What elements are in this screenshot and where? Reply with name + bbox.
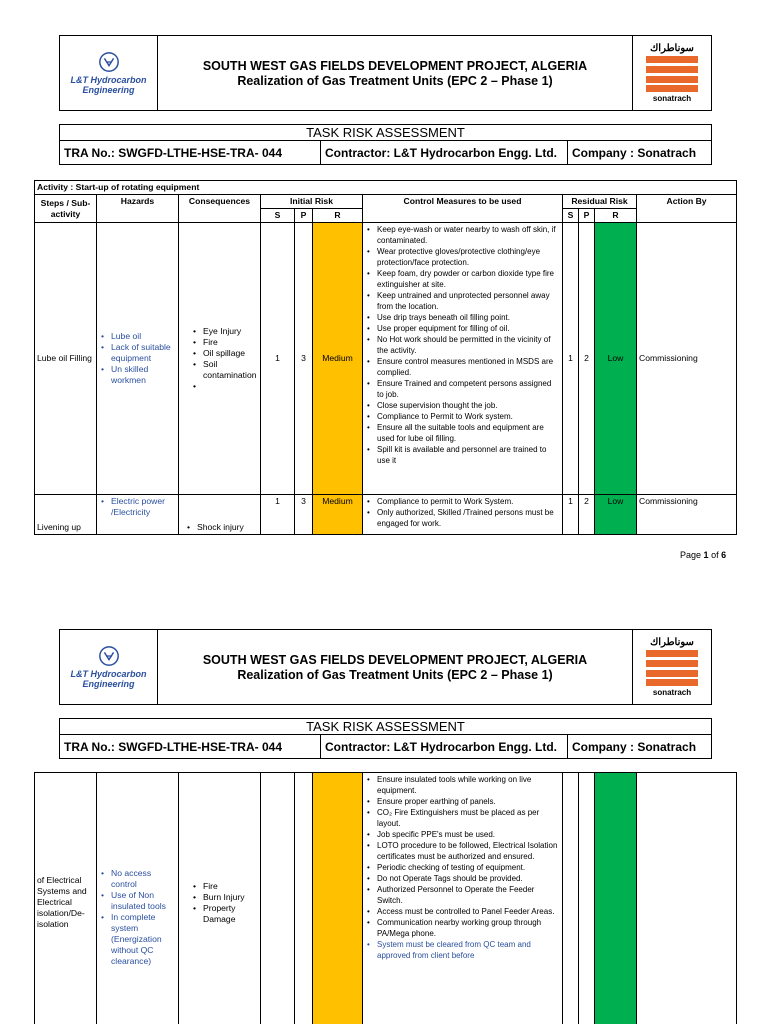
sonatrach-label: sonatrach [652,688,692,697]
residual-s [563,773,579,1024]
hazards-cell [97,495,179,535]
control-measure-item: • Compliance to permit to Work System. [365,496,560,507]
control-measure-item: • Keep untrained and unprotected personnel away from the location. [365,290,560,312]
header-p: P [295,209,313,223]
control-measure-item: • System must be cleared from QC team and approved from client before [365,939,560,961]
header-residual-risk: Residual Risk [563,195,637,209]
risk-table-continued [34,772,737,1024]
lt-logo-text: L&T Hydrocarbon Engineering [70,75,147,95]
list-item: • Fire [191,881,258,892]
company: Company : Sonatrach [572,739,697,754]
initial-p: 3 [295,223,313,495]
project-subtitle: Realization of Gas Treatment Units (EPC 2 – Phase 1) [237,667,553,682]
consequences-cell [179,773,261,1024]
sonatrach-label: sonatrach [652,94,692,103]
list-item: • In complete system (Energization without QC clearance) [99,912,176,967]
page-label: Page [680,550,702,560]
residual-p: 2 [579,495,595,535]
consequences-cell [179,495,261,535]
initial-p: 3 [295,495,313,535]
control-measure-item: • Ensure insulated tools while working on live equipment. [365,774,560,796]
controls-cell [363,223,563,495]
sonatrach-arabic: سوناطراك [650,637,694,648]
header-control-measures: Control Measures to be used [363,195,563,223]
action-by-cell: Commissioning [637,223,737,495]
header-initial-risk: Initial Risk [261,195,363,209]
control-measure-item: • Use proper equipment for filling of oil. [365,323,560,334]
contractor: Contractor: L&T Hydrocarbon Engg. Ltd. [321,141,568,164]
controls-cell [363,773,563,1024]
control-measure-item: • Access must be controlled to Panel Feeder Areas. [365,906,560,917]
control-measure-item: • Use drip trays beneath oil filling point. [365,312,560,323]
table-row [35,773,737,1024]
control-measure-item: • Authorized Personnel to Operate the Feeder Switch. [365,884,560,906]
header-r: R [595,209,637,223]
control-measure-item: • Keep foam, dry powder or carbon dioxide type fire extinguisher at site. [365,268,560,290]
step-cell: Lube oil Filling [35,223,97,495]
page-of: of [711,550,719,560]
action-by-cell [637,773,737,1024]
tra-info-row [59,735,712,759]
control-measure-item: • Wear protective gloves/protective clothing/eye protection/face protection. [365,246,560,268]
header-steps: Steps / Sub-activity [35,195,97,223]
control-measure-item: • Ensure control measures mentioned in MSDS are complied. [365,356,560,378]
page-current: 1 [703,550,709,560]
list-item: • Electric power /Electricity [99,496,176,518]
control-measure-item: • Periodic checking of testing of equipment. [365,862,560,873]
contractor: Contractor: L&T Hydrocarbon Engg. Ltd. [321,735,568,758]
residual-r-low: Low [595,495,637,535]
control-measure-item: • Do not Operate Tags should be provided. [365,873,560,884]
list-item: • No access control [99,868,176,890]
list-item: • Eye Injury [191,326,258,337]
control-measure-item: • Keep eye-wash or water nearby to wash off skin, if contaminated. [365,224,560,246]
list-item: • Property Damage [191,903,258,925]
initial-s [261,773,295,1024]
initial-r-medium: Medium [313,223,363,495]
header-consequences: Consequences [179,195,261,223]
header-s: S [261,209,295,223]
residual-s: 1 [563,223,579,495]
control-measure-item: • Spill kit is available and personnel are trained to use it [365,444,560,466]
controls-cell [363,495,563,535]
project-title-block [158,36,632,110]
control-measure-item: • Only authorized, Skilled /Trained persons must be engaged for work. [365,507,560,529]
list-item [191,381,258,392]
list-item: • Burn Injury [191,892,258,903]
sonatrach-bars-icon [646,56,698,92]
control-measure-item: • LOTO procedure to be followed, Electrical Isolation certificates must be authorized and ensured. [365,840,560,862]
project-title: SOUTH WEST GAS FIELDS DEVELOPMENT PROJECT, ALGERIA [202,58,588,73]
control-measure-item: • Close supervision thought the job. [365,400,560,411]
tra-number: TRA No.: SWGFD-LTHE-HSE-TRA- 044 [60,735,321,758]
page1-header [59,35,712,111]
project-title: SOUTH WEST GAS FIELDS DEVELOPMENT PROJECT, ALGERIA [202,652,588,667]
lt-logo-icon [98,51,120,73]
tra-number: TRA No.: SWGFD-LTHE-HSE-TRA- 044 [60,141,321,164]
header-action-by: Action By [637,195,737,223]
activity-label: Activity : Start-up of rotating equipment [35,181,737,195]
header-hazards: Hazards [97,195,179,223]
table-row [35,223,737,495]
list-item: • Lube oil [99,331,176,342]
initial-s: 1 [261,223,295,495]
residual-p [579,773,595,1024]
initial-r-medium: Medium [313,495,363,535]
initial-r-medium [313,773,363,1024]
residual-r-low: Low [595,223,637,495]
control-measure-item: • Ensure proper earthing of panels. [365,796,560,807]
project-subtitle: Realization of Gas Treatment Units (EPC 2 – Phase 1) [237,73,553,88]
sonatrach-bars-icon [646,650,698,686]
control-measure-item: • No Hot work should be permitted in the vicinity of the activity. [365,334,560,356]
sonatrach-arabic: سوناطراك [650,43,694,54]
company: Company : Sonatrach [572,145,697,160]
risk-table [34,180,737,535]
list-item: • Fire [191,337,258,348]
step-cell: Livening up [35,495,97,535]
lt-logo [60,36,158,110]
list-item: • Un skilled workmen [99,364,176,386]
residual-r-low [595,773,637,1024]
sonatrach-logo [632,36,711,110]
consequences-cell [179,223,261,495]
list-item: • Soil contamination [191,359,258,381]
control-measure-item: • CO₂ Fire Extinguishers must be placed as per layout. [365,807,560,829]
tra-title: TASK RISK ASSESSMENT [59,124,712,141]
tra-title: TASK RISK ASSESSMENT [59,718,712,735]
list-item: • Use of Non insulated tools [99,890,176,912]
sonatrach-logo [632,630,711,704]
hazards-cell [97,223,179,495]
initial-s: 1 [261,495,295,535]
project-title-block [158,630,632,704]
initial-p [295,773,313,1024]
control-measure-item: • Compliance to Permit to Work system. [365,411,560,422]
control-measure-item: • Ensure all the suitable tools and equipment are used for lube oil filling. [365,422,560,444]
header-r: R [313,209,363,223]
page-number [680,550,726,560]
list-item: • Shock injury [185,522,258,533]
header-p: P [579,209,595,223]
page-total: 6 [721,550,727,560]
lt-logo [60,630,158,704]
action-by-cell: Commissioning [637,495,737,535]
control-measure-item: • Communication nearby working group through PA/Mega phone. [365,917,560,939]
step-cell: of Electrical Systems and Electrical isolation/De-isolation [35,773,97,1024]
list-item: • Lack of suitable equipment [99,342,176,364]
header-s: S [563,209,579,223]
tra-info-row [59,141,712,165]
page2-header [59,629,712,705]
list-item: • Oil spillage [191,348,258,359]
residual-s: 1 [563,495,579,535]
control-measure-item: • Job specific PPE's must be used. [365,829,560,840]
hazards-cell [97,773,179,1024]
lt-logo-icon [98,645,120,667]
residual-p: 2 [579,223,595,495]
lt-logo-text: L&T Hydrocarbon Engineering [70,669,147,689]
table-row [35,495,737,535]
control-measure-item: • Ensure Trained and competent persons assigned to job. [365,378,560,400]
